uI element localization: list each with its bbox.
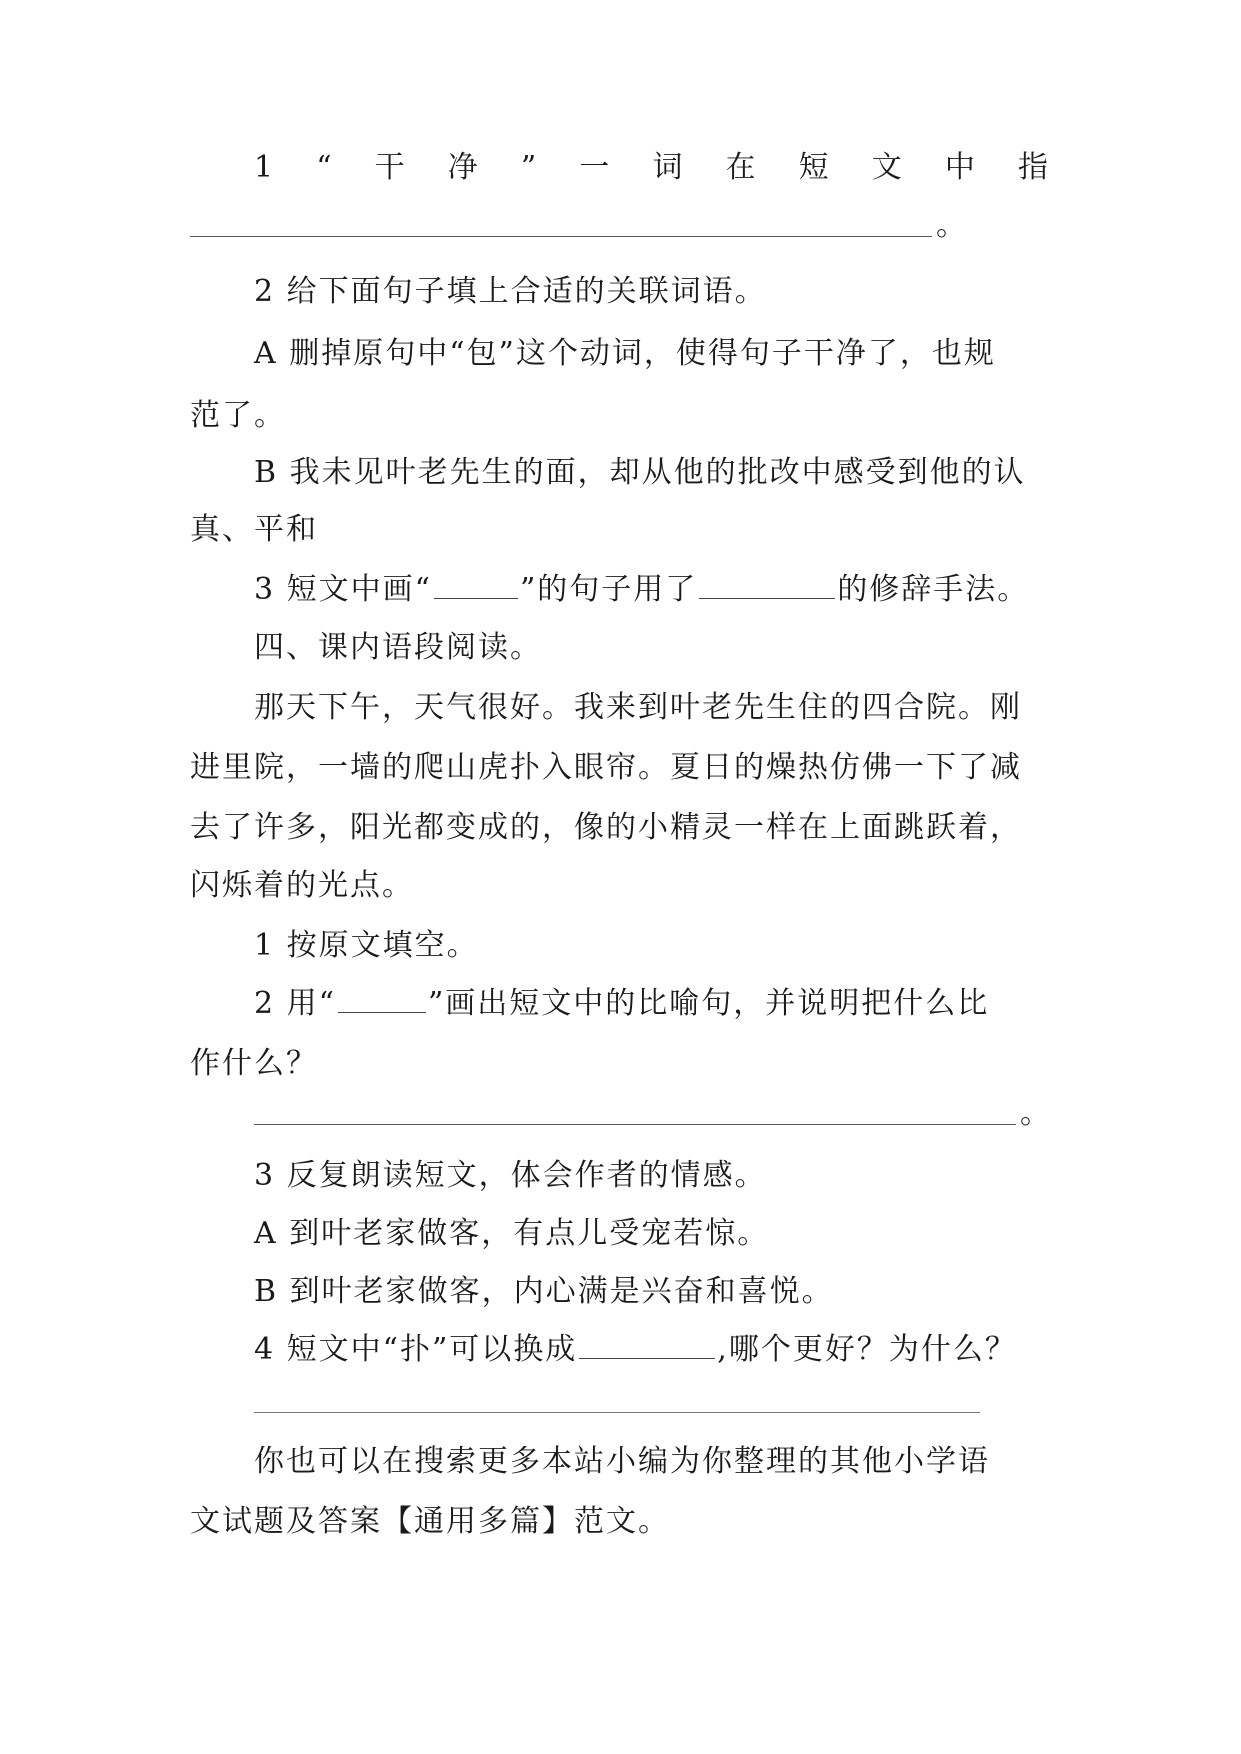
s4-q2-text-2: ”画出短文中的比喻句，并说明把什么比: [427, 986, 990, 1021]
q1-end-mark: 。: [936, 208, 966, 243]
q1-char: 一: [579, 150, 612, 185]
q1-char: 干: [374, 150, 407, 185]
q3-text-2: ”的句子用了: [519, 572, 698, 607]
q3-text-1: 3 短文中画“: [254, 572, 432, 607]
s4-q2-end-mark: 。: [1020, 1096, 1050, 1131]
s4-q2-text-1: 2 用“: [254, 986, 336, 1021]
q3-blank-mark: [434, 570, 518, 599]
q1-char: 1: [254, 150, 276, 185]
q1-char: ”: [520, 150, 539, 185]
s4-q3-title: 3 反复朗读短文，体会作者的情感。: [254, 1158, 767, 1193]
s4-q4-answer-line: [254, 1412, 980, 1413]
s4-q4-line: [254, 1330, 1114, 1370]
q1-char: 短: [798, 150, 831, 185]
s4-q3-option-a: A 到叶老家做客，有点儿受宠若惊。: [254, 1216, 770, 1251]
q1-char: 净: [447, 150, 480, 185]
s4-q4-text-1: 4 短文中“扑”可以换成: [254, 1332, 578, 1367]
section-4-title: 四、课内语段阅读。: [254, 630, 542, 665]
q1-char: 指: [1017, 150, 1050, 185]
q2-option-b-line2: 真、平和: [190, 512, 318, 547]
q1-char: 在: [725, 150, 758, 185]
s4-q4-text-2: ,哪个更好？为什么？: [717, 1332, 1017, 1367]
footer-line-2: 文试题及答案【通用多篇】范文。: [190, 1504, 670, 1539]
q2-title: 2 给下面句子填上合适的关联词语。: [254, 274, 767, 309]
q1-char: 词: [652, 150, 685, 185]
passage-line-3: 去了许多，阳光都变成的，像的小精灵一样在上面跳跃着，: [190, 810, 1022, 845]
passage-line-4: 闪烁着的光点。: [190, 868, 414, 903]
question-1-line: [254, 148, 1050, 188]
s4-q4-blank: [579, 1330, 715, 1359]
q3-text-3: 的修辞手法。: [837, 572, 1030, 607]
s4-q2-line2: 作什么？: [190, 1046, 318, 1081]
passage-line-1: 那天下午，天气很好。我来到叶老先生住的四合院。刚: [254, 690, 1022, 725]
s4-q2-line1: [254, 984, 1114, 1024]
q1-char: 文: [871, 150, 904, 185]
passage-line-2: 进里院，一墙的爬山虎扑入眼帘。夏日的燥热仿佛一下了减: [190, 750, 1022, 785]
q3-line: [254, 570, 1114, 610]
q3-blank-device: [699, 570, 835, 599]
footer-line-1: 你也可以在搜索更多本站小编为你整理的其他小学语: [254, 1444, 990, 1479]
s4-q2-answer-line: [254, 1124, 1016, 1125]
q1-char: “: [316, 150, 334, 185]
q2-option-b-line1: B 我未见叶老先生的面，却从他的批改中感受到他的认: [254, 455, 1026, 490]
s4-q3-option-b: B 到叶老家做客，内心满是兴奋和喜悦。: [254, 1274, 834, 1309]
q2-option-a-line1: A 删掉原句中“包”这个动词，使得句子干净了，也规: [254, 336, 996, 371]
s4-q2-blank: [338, 984, 426, 1013]
s4-q1: 1 按原文填空。: [254, 928, 479, 963]
q1-answer-line: [190, 236, 932, 237]
q2-option-a-line2: 范了。: [190, 398, 286, 433]
q1-char: 中: [944, 150, 977, 185]
